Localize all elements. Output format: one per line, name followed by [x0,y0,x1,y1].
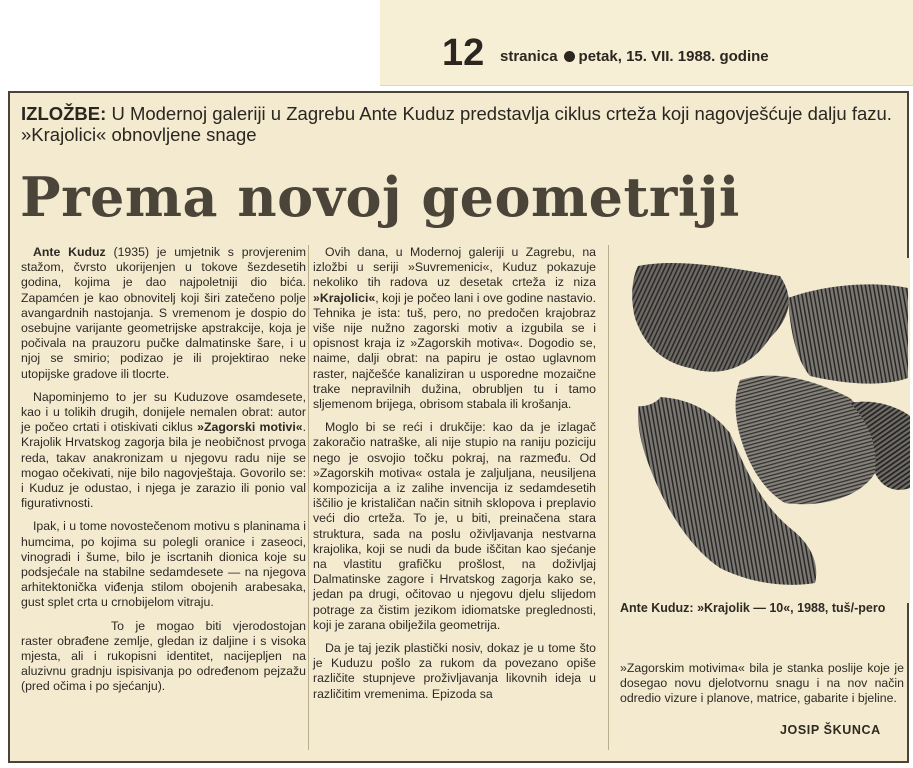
paragraph: Da je taj jezik plastički nosiv, dokaz je u tome što je Kuduzu pošlo za rukom da povezano opiše različite stupnjeve proživljavanja likovnih ideja u različitim vremenima. Epizoda sa [313,641,596,701]
paragraph: To je mogao biti vjerodostojan raster obrađene zemlje, gledan iz daljine i s visoka mjesta, ali i rukopisni identitet, nacijepljen na aluzivnu gradnju ispisivanja po određenom pejzažu (pred očima i po sjećanju). [21,618,306,694]
article-column-1 [21,245,306,703]
paragraph: Ante Kuduz (1935) je umjetnik s provjerenim stažom, čvrsto ukorijenjen u tokove šezdesetih godina, kojima je dao najpoletniji dio bića. Zapamćen je kao obnovitelj koji širi zatečeno polje avangardnih nastojanja. S vremenom je dospio do osebujne varijante geometrijske apstrakcije, koja je počivala na prauzoru pučke dalmatinske šare, i u njoj se smirio; podizao je ili projektirao neke utopijske gradove ili tlocrte. [21,245,306,381]
paragraph: Napominjemo to jer su Kuduzove osamdesete, kao i u tolikih drugih, donijele nemalen obrat: autor je počeo crtati i otiskivati ciklus »Zagorski motivi«. Krajolik Hrvatskog zagorja bila je neobičnost prvoga reda, takav anakronizam u njegovu radu nije se mogao očekivati, nije bilo nagovještaja. Govorilo se: i Kuduz je odustao, i njega je zarazio ili ponio val figurativnosti. [21,389,307,511]
page-word: stranica [500,48,558,65]
page-date-line [500,48,769,65]
artwork-drawing [620,258,910,603]
author-byline: JOSIP ŠKUNCA [780,723,881,737]
section-kicker: IZLOŽBE: [21,103,107,124]
article-headline: Prema novoj geometriji [20,165,740,229]
newspaper-masthead [380,0,913,86]
newspaper-clipping [8,91,909,763]
column-rule [308,245,309,750]
cycle-title: »Krajolici« [313,290,376,305]
article-column-3 [620,661,904,707]
column-rule [608,245,609,750]
subhead-text: U Modernoj galeriji u Zagrebu Ante Kuduz predstavlja ciklus crteža koji nagovješćuje dalju fazu. »Krajolici« obnovljene snage [21,103,892,145]
paragraph: Ovih dana, u Modernoj galeriji u Zagrebu, na izložbi u seriji »Suvremenici«, Kuduz pokazuje nekoliko tih radova uz desetak crteža iz niza »Krajolici«, koji je počeo lani i ove godine nastavio. Tehnika je ista: tuš, pero, no predočen krajobraz više nije nužno zagorski motiv a izgubila se i opisnost kraja iz »Zagorskih motiva«. Dogodio se, naime, dalji obrat: na papiru je ostao uglavnom raster, najčešće kanaliziran u usporedne mozaične trake nepravilnih dužina, obrubljen tu i tamo sljemenom brijega, obrisom stabala ili krošanja. [313,245,596,412]
page-number: 12 [442,32,485,74]
artist-name: Ante Kuduz [33,245,106,259]
paragraph: Moglo bi se reći i drukčije: kao da je izlagač zakoračio natraške, ali nije stupio na raniju poziciju nego je osvojio točku pokraj, na razmeđu. Od »Zagorskih motiva« ostala je zaljuljana, neusiljena kompozicija a iz zalihe invencija iz sedamdesetih iščilio je kristaličan način sitnih sklopova i preplavio veći dio crteža. To je, u biti, preinačena stara struktura, sada na poslu oživljavanja nestvarna krajolika, koji se nudi da bude iščitan kao sjećanje na vlastitu grafičku prošlost, na doživljaj Dalmatinske zagore i Hrvatskog zagorja kako se, jedan pa drugi, očitovao u njegovu djelu slijedom potrage za čistim jezikom idiomatske preglednosti, koji je zarana obilježila geometrija. [313,420,596,632]
article-column-2 [313,245,596,710]
issue-date: petak, 15. VII. 1988. godine [578,48,769,65]
paragraph: »Zagorskim motivima« bila je stanka poslije koje je dosegao novu djelotvornu snagu i na nov način odredio vizure i planove, matrice, gabarite i bjeline. [620,661,904,706]
bullet-icon [564,51,575,62]
artwork-caption: Ante Kuduz: »Krajolik — 10«, 1988, tuš/-pero [620,601,886,615]
cycle-title: »Zagorski motivi« [197,420,303,435]
article-subhead [21,103,901,145]
paragraph: Ipak, i u tome novostečenom motivu s planinama i humcima, po kojima su polegli oranice i zaseoci, vinogradi i šume, bilo je iscrtanih dionica koje su podsjećale na stabilne sedamdesete — na njegova arhitektonička viđenja stilom obojenih arabesaka, gust splet crta u crnobijelom vitraju. [21,519,306,610]
